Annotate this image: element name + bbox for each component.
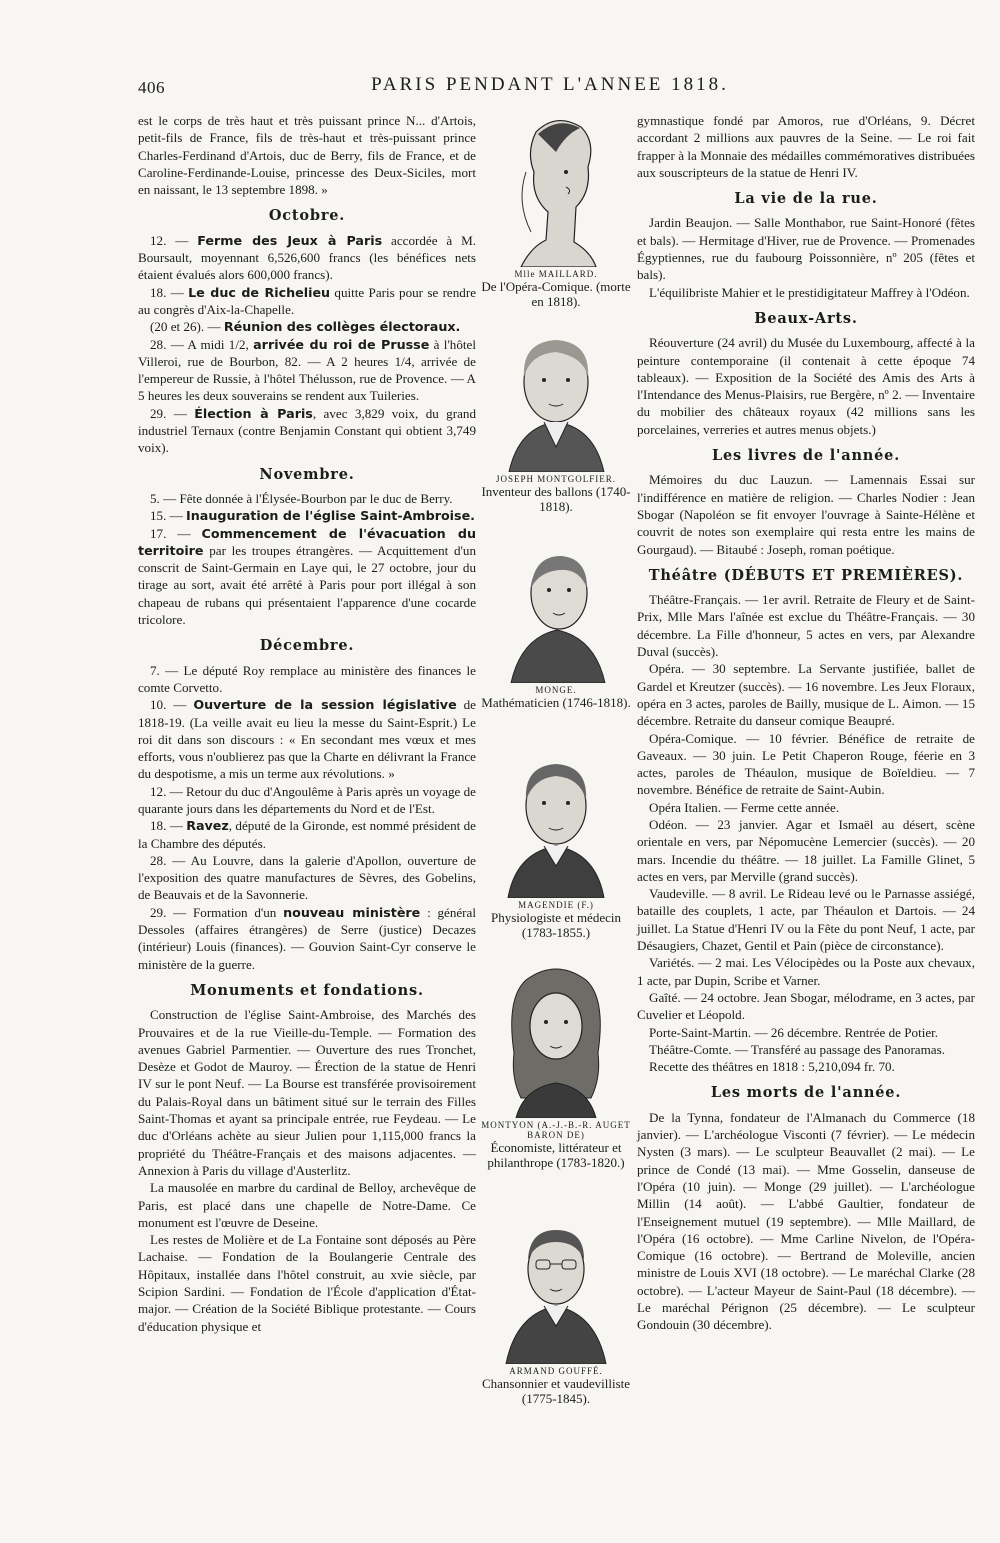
- paragraph: L'équilibriste Mahier et le prestidigitateur Maffrey à l'Odéon.: [649, 284, 970, 300]
- portrait-caption-desc: Physiologiste et médecin (1783-1855.): [491, 910, 621, 940]
- left-column: [138, 112, 476, 1335]
- paragraph: Théâtre-Comte. — Transféré au passage des Panoramas.: [649, 1041, 945, 1057]
- section-title-november: Novembre.: [259, 465, 355, 483]
- intro-text: gymnastique fondé par Amoros, rue d'Orléans, 9. Décret accordant 2 millions aux pauvres de la Seine. — Le roi fait frapper à la Monnaie des médailles commémoratives distribuées aux souscripteurs de la statue de Henri IV.: [637, 113, 975, 180]
- page-number: 406: [138, 78, 165, 97]
- paragraph: La mausolée en marbre du cardinal de Belloy, archevêque de Paris, est placé dans une chapelle de Notre-Dame. Ce monument est l'œuvre de Deseine.: [138, 1180, 476, 1230]
- section-title-december: Décembre.: [259, 637, 355, 655]
- entry: 17. — Commencement de l'évacuation du territoire par les troupes étrangères. — Acquittement d'un conscrit de Saint-Germain en Laye qui, le 27 octobre, jour du tirage au sort, avait été arrêté à Paris pour port illégal à son chapeau de rubans qui présentaient l'apparence d'une cocarde tricolore.: [138, 525, 476, 628]
- section-title-books: Les livres de l'année.: [711, 447, 901, 465]
- paragraph: Mémoires du duc Lauzun. — Lamennais Essai sur l'indifférence en matière de religion. — Charles Nodier : Jean Sbogar (Napoléon se fit envoyer l'ouvrage à Sainte-Hélène et couvrit de notes son exemplaire qui resta entre les mains de Gourgaud). — Bitaubé : Joseph, roman poétique.: [637, 472, 975, 557]
- section-title-deaths: Les morts de l'année.: [710, 1084, 902, 1102]
- paragraph: Jardin Beaujon. — Salle Monthabor, rue Saint-Honoré (fêtes et bals). — Hermitage d'Hiver, rue de Provence. — Promenades Égyptiennes, rue du faubourg Poissonnière, nº 205 (fêtes et bals).: [637, 215, 975, 283]
- entry: 12. — Ferme des Jeux à Paris accordée à M. Boursault, moyennant 6,526,600 francs (les bénéfices nets étaient évalués alors 600,000 francs).: [138, 232, 477, 283]
- entry: 15. — Inauguration de l'église Saint-Ambroise.: [150, 508, 476, 524]
- section-title-street: La vie de la rue.: [734, 190, 878, 208]
- paragraph: Réouverture (24 avril) du Musée du Luxembourg, affecté à la peinture contemporaine (il contenait à cette époque 74 tableaux). — Exposition de la Société des Amis des Arts à l'Intendance des Menus-Plaisirs, rue Bergère, nº 2. — Inventaire du mobilier des châteaux royaux (42 millions sans les porcelaines, verreries et autres menus objets.): [637, 335, 975, 437]
- entry: 29. — Élection à Paris, avec 3,829 voix, du grand industriel Ternaux (contre Benjamin Constant qui obtient 3,749 voix).: [138, 405, 476, 456]
- october-entries: [138, 232, 476, 457]
- entry: 18. — Ravez, député de la Gironde, est nommé président de la Chambre des députés.: [138, 818, 476, 851]
- portrait-montgolfier-image: [494, 322, 619, 472]
- paragraph: Recette des théâtres en 1818 : 5,210,094 fr. 70.: [649, 1059, 895, 1075]
- section-title-monuments: Monuments et fondations.: [190, 981, 424, 999]
- entry: (20 et 26). — Réunion des collèges électoraux.: [150, 319, 461, 335]
- paragraph: Théâtre-Français. — 1er avril. Retraite de Fleury et de Saint-Prix, Mlle Mars l'aînée est exclue du Théâtre-Français. — 30 décembre. La Fille d'honneur, 5 actes en vers, par Alexandre Duval (succès).: [637, 592, 975, 660]
- entry: 10. — Ouverture de la session législative de 1818-19. (La veille avait eu lieu la messe du Saint-Esprit.) Le roi dit dans son discours : « En secondant mes vœux et mes efforts, vous n'oublierez pas que la Charte en délivrant la France du despotisme, a mis un terme aux révolutions. »: [138, 697, 476, 782]
- section-title-october: Octobre.: [268, 207, 346, 225]
- running-head: PARIS PENDANT L'ANNEE 1818.: [371, 74, 729, 95]
- portrait-caption-name: MAGENDIE (F.): [518, 900, 594, 910]
- portrait-caption-name: ARMAND GOUFFÉ.: [509, 1366, 603, 1376]
- portrait-monge-image: [499, 538, 614, 683]
- portrait-caption-desc: De l'Opéra-Comique. (morte en 1818).: [481, 279, 631, 309]
- entry: 28. — Au Louvre, dans la galerie d'Apollon, ouverture de l'exposition des quatre manufactures de Sèvres, des Gobelins, de Beauvais et de la Savonnerie.: [138, 852, 476, 903]
- portrait-maillard-image: [496, 112, 616, 267]
- paragraph: Opéra-Comique. — 10 février. Bénéfice de retraite de Gaveaux. — 30 juin. Le Petit Chaperon Rouge, féerie en 3 actes, paroles de Théaulon, musique de Boïeldieu. — 7 novembre. Bénéfice de retraite de Saint-Aubin.: [637, 730, 975, 798]
- portrait-caption-desc: Mathématicien (1746-1818).: [481, 695, 631, 710]
- entry: 18. — Le duc de Richelieu quitte Paris pour se rendre au congrès d'Aix-la-Chapelle.: [138, 284, 477, 317]
- paragraph: Gaîté. — 24 octobre. Jean Sbogar, mélodrame, en 3 actes, par Cuvelier et Léopold.: [637, 989, 975, 1023]
- portrait-figure: [480, 322, 632, 538]
- entry: 7. — Le député Roy remplace au ministère des finances le comte Corvetto.: [138, 662, 476, 695]
- entry: 5. — Fête donnée à l'Élysée-Bourbon par le duc de Berry.: [150, 490, 453, 506]
- portrait-figure: [480, 1214, 632, 1406]
- december-entries: [138, 662, 476, 973]
- portrait-caption-desc: Inventeur des ballons (1740-1818).: [481, 484, 631, 514]
- november-entries: [138, 490, 476, 628]
- intro-text: est le corps de très haut et très puissant prince N... d'Artois, petit-fils de France, fils de très-haut et très-puissant prince Charles-Ferdinand d'Artois, duc de Berry, fils de France, et de Caroline-Ferdinande-Louise, princesse des Deux-Siciles, mort en naissant, le 13 septembre 1898. »: [138, 113, 476, 198]
- section-title-theatre: Théâtre (DÉBUTS ET PREMIÈRES).: [648, 566, 964, 584]
- entry: 28. — A midi 1/2, arrivée du roi de Prusse à l'hôtel Villeroi, rue de Bourbon, 82. — A 2 heures 1/4, arrivée de l'empereur de Russie, à l'hôtel Thélusson, rue de Provence. — A 5 heures les deux souverains se rendent aux Tuileries.: [138, 336, 476, 404]
- paragraph: Variétés. — 2 mai. Les Vélocipèdes ou la Poste aux chevaux, 1 acte, par Dupin, Scribe et Varner.: [637, 955, 975, 988]
- portrait-caption-name: JOSEPH MONTGOLFIER.: [495, 474, 616, 484]
- portrait-figure: [480, 112, 632, 322]
- section-title-arts: Beaux-Arts.: [754, 309, 858, 327]
- portrait-caption-name: MONGE.: [535, 685, 577, 695]
- portrait-magendie-image: [496, 748, 616, 898]
- portrait-gouffe-image: [496, 1214, 616, 1364]
- entry: 29. — Formation d'un nouveau ministère : général Dessoles (affaires étrangères) de Serre (justice) Decazes (intérieur) Louis (finances). — Gouvion Saint-Cyr conserve le ministère de la guerre.: [138, 904, 476, 972]
- right-column: [637, 112, 975, 1334]
- portrait-caption-desc: Chansonnier et vaudevilliste (1775-1845).: [481, 1376, 631, 1406]
- portrait-figure: [480, 958, 632, 1214]
- paragraph: Construction de l'église Saint-Ambroise, des Marchés des Prouvaires et de la rue Vieille-du-Temple. — Formation des avenues Gabriel Parmentier. — Ouverture des rues Tronchet, Desèze et Godot de Mauroy. — Érection de la statue de Henri IV sur le pont Neuf. — La Bourse est transférée provisoirement du Palais-Royal dans un bâtiment situé sur le terrain des Filles Saint-Thomas et ayant sa principale entrée, rue Feydeau. — Le duc d'Orléans achète au sieur Julien pour 1,115,000 francs la propriété du Théâtre-Français et des maisons adjacentes. — Annexion à Paris du village d'Austerlitz.: [138, 1007, 476, 1178]
- portrait-caption-name: Mlle MAILLARD.: [514, 269, 598, 279]
- entry: 12. — Retour du duc d'Angoulême à Paris après un voyage de quarante jours dans les départements du Nord et de l'Est.: [138, 783, 476, 816]
- paragraph: Porte-Saint-Martin. — 26 décembre. Rentrée de Potier.: [649, 1024, 939, 1040]
- paragraph: Les restes de Molière et de La Fontaine sont déposés au Père Lachaise. — Fondation de la Boulangerie Centrale des Hôpitaux, installée dans l'hôtel construit, au xvie siècle, par Scipion Sardini. — Fondation de l'École d'application d'État-major. — Création de la Société Biblique protestante. — Cours d'éducation physique et: [138, 1232, 476, 1334]
- portrait-figure: [480, 538, 632, 748]
- portrait-column: [480, 112, 632, 1406]
- paragraph: Vaudeville. — 8 avril. Le Rideau levé ou le Parnasse assiégé, bataille des couplets, 1 acte, par Théaulon et Dartois. — 24 juillet. La Statue d'Henri IV ou la Fête du pont Neuf, 1 acte, par Désaugiers, Chazet, Gentil et Pain (pièce de circonstance).: [637, 886, 975, 954]
- portrait-figure: [480, 748, 632, 958]
- paragraph: Odéon. — 23 janvier. Agar et Ismaël au désert, scène orientale en vers, par Népomucène Lemercier (succès). — 20 mars. Incendie du théâtre. — 18 juillet. La Famille Glinet, 5 actes en vers, par Merville (grand succès).: [637, 816, 975, 884]
- portrait-caption-name: MONTYON (A.-J.-B.-R. AUGET BARON DE): [481, 1120, 631, 1140]
- paragraph: De la Tynna, fondateur de l'Almanach du Commerce (18 janvier). — L'archéologue Visconti (7 février). — Le médecin Nysten (3 mars). — Le sculpteur Beauvallet (2 mai). — Le prince de Condé (13 mai). — Mme Gosselin, danseuse de l'Opéra (10 juin). — Monge (29 juillet). — L'archéologue Millin (14 août). — L'abbé Gaultier, fondateur de l'Enseignement mutuel (19 septembre). — Mlle Maillard, de l'Opéra (16 octobre). — Mme Carline Nivelon, de l'Opéra-Comique (16 octobre). — Bertrand de Moleville, ancien ministre de Louis XVI (18 octobre). — Le maréchal Clarke (28 octobre). — L'acteur Mayeur de Saint-Paul (18 décembre). — Le maréchal Pérignon (25 décembre). — Le sculpteur Gondouin (30 décembre).: [637, 1109, 975, 1333]
- paragraph: Opéra Italien. — Ferme cette année.: [649, 799, 840, 815]
- paragraph: Opéra. — 30 septembre. La Servante justifiée, ballet de Gardel et Kreutzer (succès). — 16 novembre. Les Jeux Floraux, opéra en 3 actes, paroles de Bailly, musique de L. Aimon. — 15 décembre. Retraite du danseur comique Beaupré.: [637, 661, 975, 729]
- portrait-caption-desc: Économiste, littérateur et philanthrope (1783-1820.): [487, 1140, 625, 1170]
- portrait-montyon-image: [496, 958, 616, 1118]
